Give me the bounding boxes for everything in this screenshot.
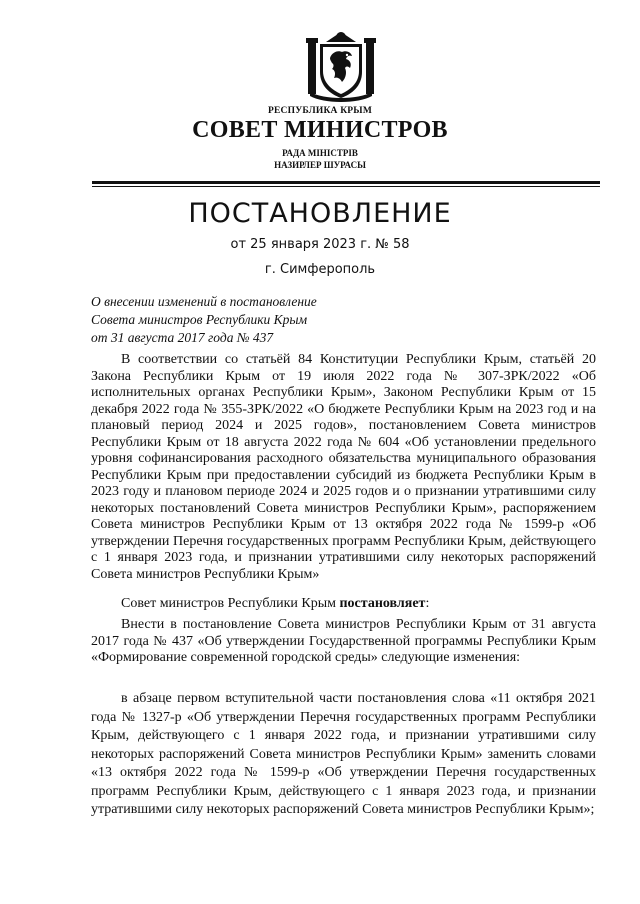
resolution-clause-lead: Совет министров Республики Крым [121, 596, 340, 611]
amendment-item-paragraph: в абзаце первом вступительной части постановления слова «11 октября 2021 года № 1327-р «Об утверждении Перечня государственных программ Республики Крым, действующего с 1 января 2022 года, и признании утратившими силу некоторых распоряжений Совета министров Республики Крым» заменить словами «13 октября 2022 года № 1599-р «Об утверждении Перечня государственных программ Республики Крым, действующего с 1 января 2023 года, и признании утратившими силу некоторых распоряжений Совета министров Республики Крым»; [91, 691, 596, 817]
document-date-number: от 25 января 2023 г. № 58 [230, 237, 410, 252]
subject-line: от 31 августа 2017 года № 437 [91, 330, 274, 345]
document-city: г. Симферополь [264, 262, 376, 277]
council-name-ukrainian: РАДА МІНІСТРІВ [282, 148, 358, 158]
council-name: СОВЕТ МИНИСТРОВ [192, 117, 448, 143]
council-name-crimean-tatar: НАЗИРЛЕР ШУРАСЫ [274, 160, 366, 170]
subject-line: Совета министров Республики Крым [91, 312, 308, 327]
legal-basis-paragraph: В соответствии со статьёй 84 Конституции Республики Крым, статьёй 20 Закона Республики Крым от 19 июля 2022 года № 307-ЗРК/2022 «Об исполнительных органах Республики Крым», Законом Республики Крым от 15 декабря 2022 года № 355-ЗРК/2022 «О бюджете Республики Крым на 2023 год и на плановый период 2024 и 2025 годов», постановлением Совета министров Республики Крым от 18 августа 2022 года № 604 «Об установлении предельного уровня софинансирования расходного обязательства муниципального образования Республики Крым при предоставлении субсидий из бюджета Республики Крым в 2023 году и плановом периоде 2024 и 2025 годов и о признании утратившими силу некоторых постановлений Совета министров Республики Крым», распоряжением Совета министров Республики Крым от 13 октября 2022 года № 1599-р «Об утверждении Перечня государственных программ Республики Крым, действующего с 1 января 2023 года, и признании утратившими силу некоторых распоряжений Совета министров Республики Крым» [91, 352, 596, 582]
header-divider-thin [92, 186, 600, 187]
document-type-title: ПОСТАНОВЛЕНИЕ [188, 198, 452, 229]
resolution-clause [91, 596, 596, 613]
header-divider-thick [92, 181, 600, 184]
resolution-keyword: постановляет [339, 596, 426, 611]
document-subject [91, 293, 411, 347]
crimea-coat-of-arms-icon [304, 28, 378, 102]
amendment-intro-paragraph: Внести в постановление Совета министров Республики Крым от 31 августа 2017 года № 437 «Об утверждении Государственной программы Республики Крым «Формирование современной городской среды» следующие изменения: [91, 617, 596, 665]
resolution-clause-tail: : [425, 596, 430, 611]
republic-name: РЕСПУБЛИКА КРЫМ [268, 106, 372, 116]
subject-line: О внесении изменений в постановление [91, 294, 317, 309]
